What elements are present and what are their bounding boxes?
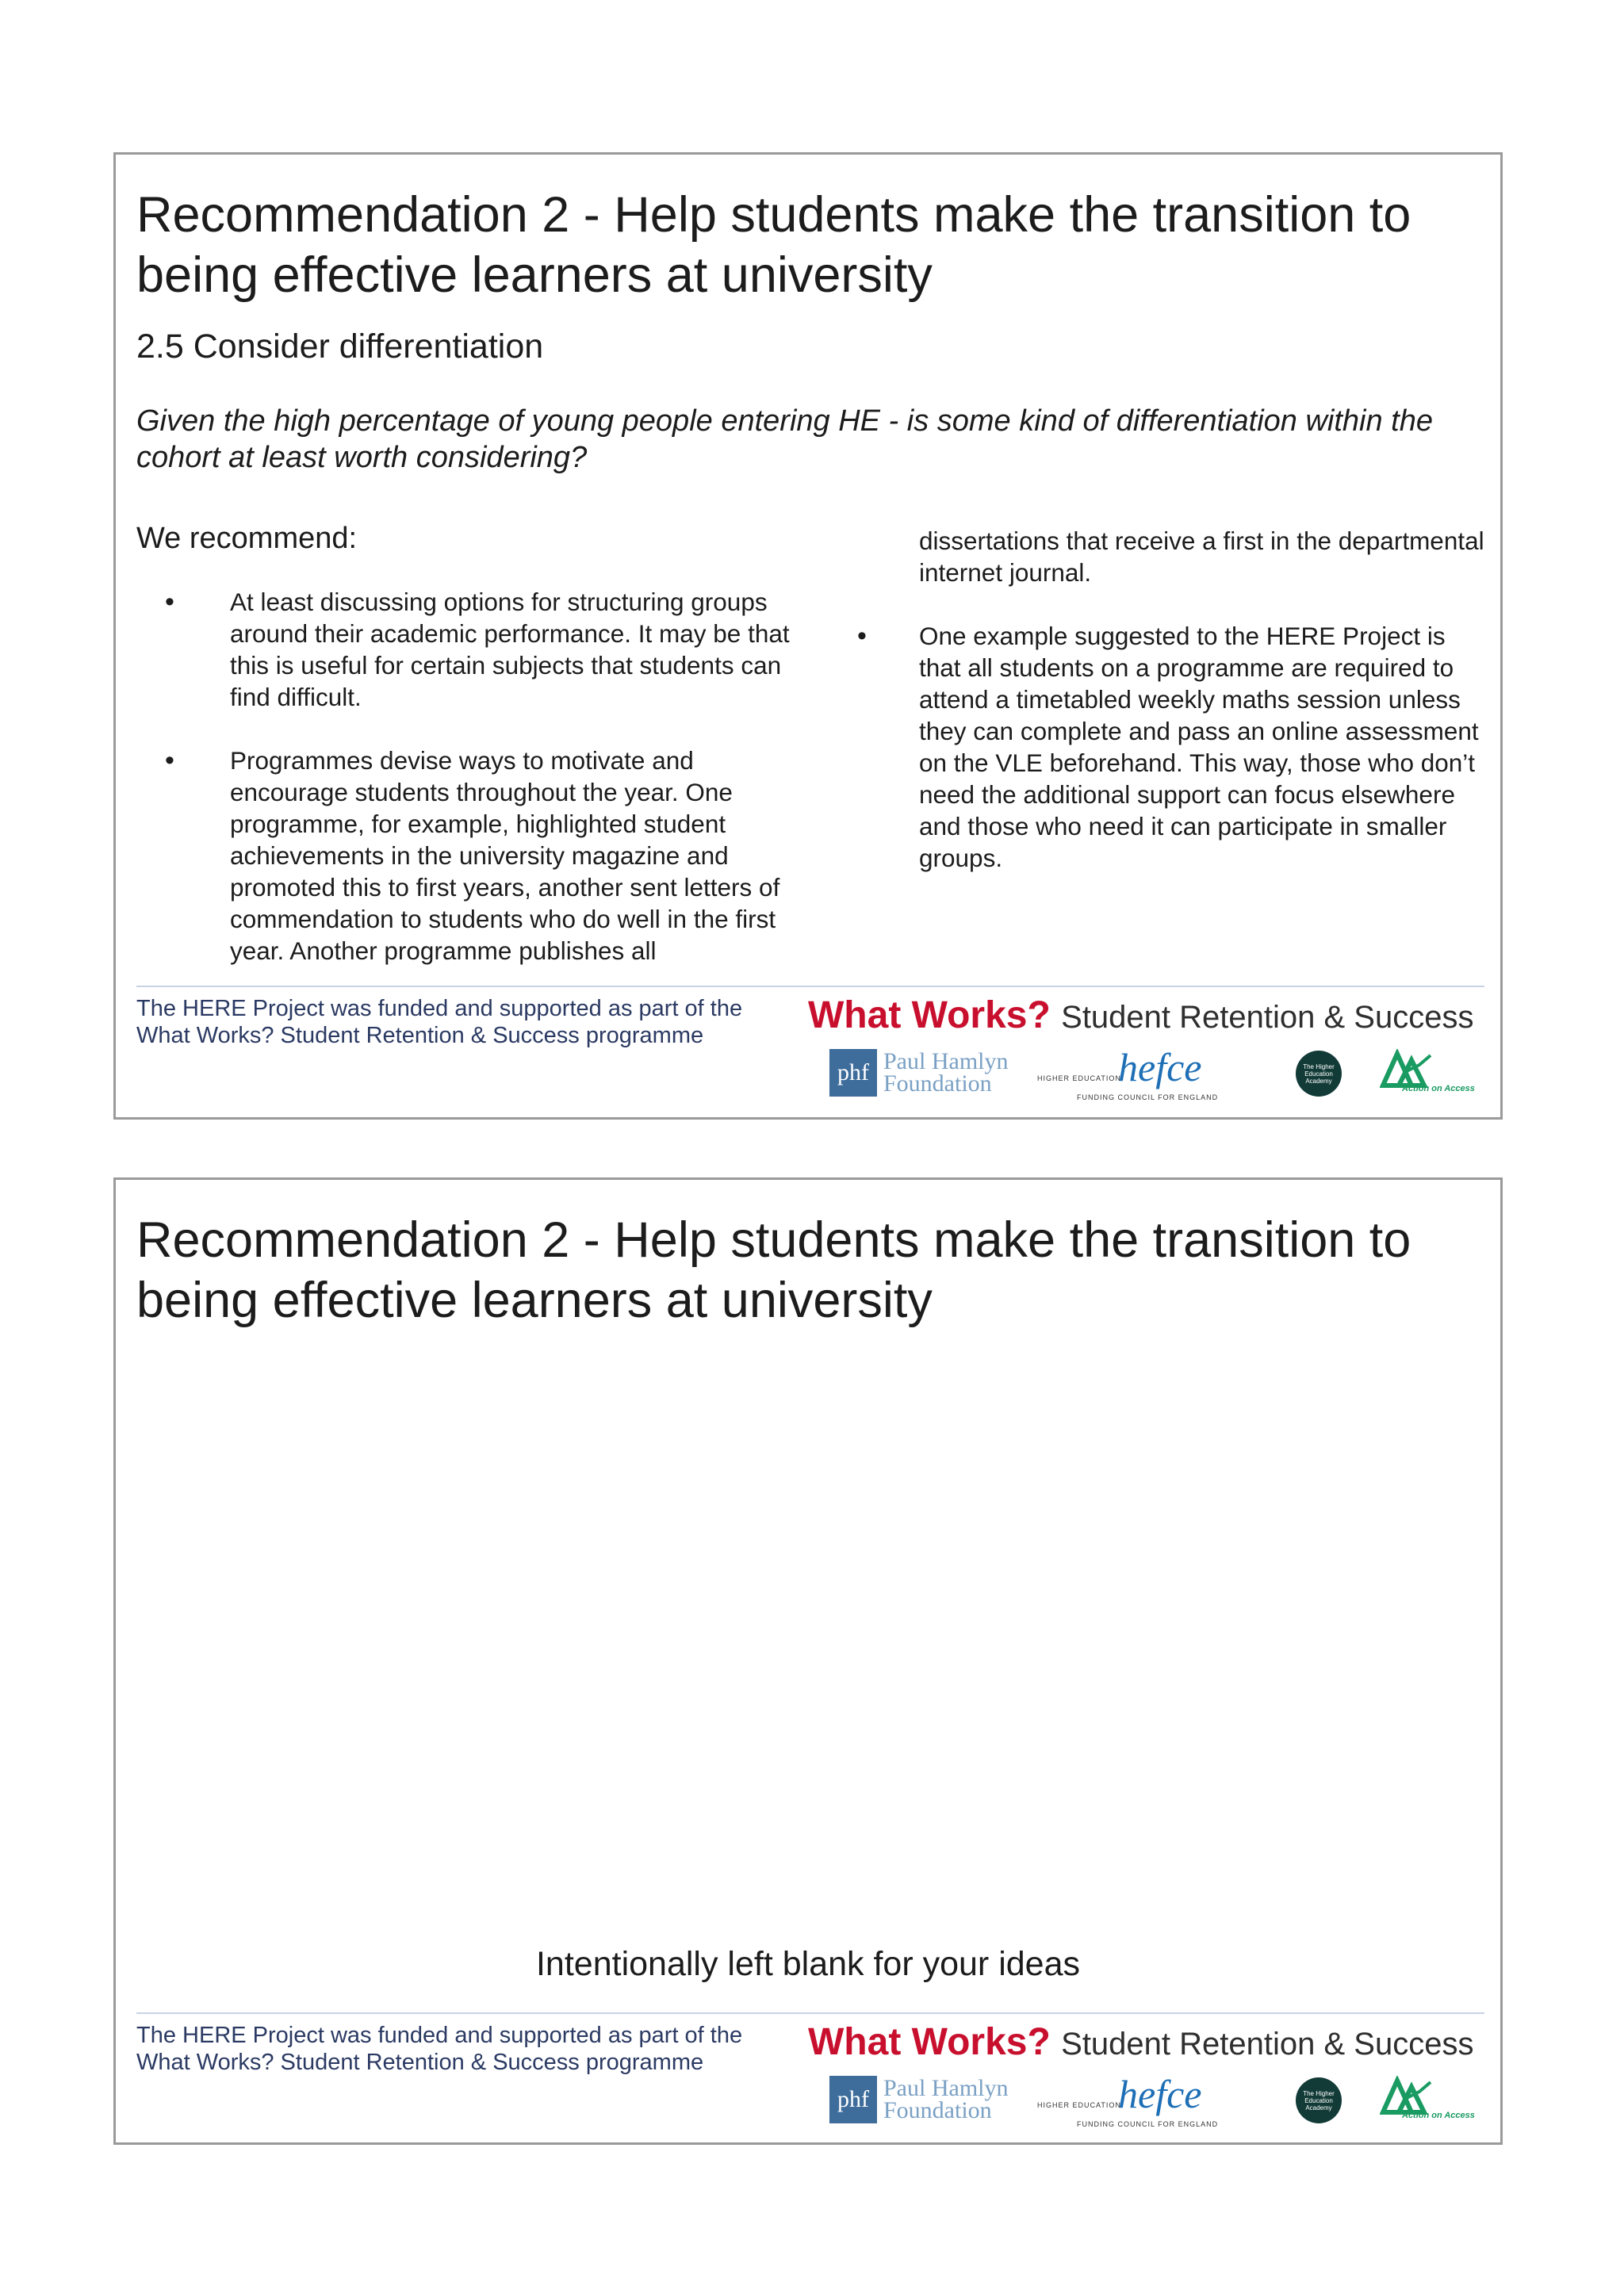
phf-logo [829, 2076, 1009, 2123]
hea-logo: The Higher Education Academy [1296, 2077, 1342, 2123]
bullet-text: At least discussing options for structuring groups around their academic performance. It may be that this is useful for certain subjects that students can find difficult. [230, 588, 790, 711]
what-works-logo [808, 994, 1473, 1037]
blank-note: Intentionally left blank for your ideas [535, 1945, 1080, 1983]
guiding-question: Given the high percentage of young people entering HE - is some kind of differentiation within the cohort at least worth considering? [136, 404, 1434, 474]
what-works-red: What Works? [808, 2021, 1051, 2063]
hea-logo: The Higher Education Academy [1296, 1051, 1342, 1097]
footer-divider [136, 2012, 1484, 2014]
slide-2 [113, 1177, 1503, 2145]
partner-logos [829, 2072, 1488, 2131]
bullet-item [136, 745, 818, 967]
hefce-logo [1037, 2072, 1220, 2131]
hefce-left-text: HIGHER EDUCATION [1037, 2101, 1121, 2109]
bullet-text: Programmes devise ways to motivate and encourage students throughout the year. One programme, for example, highlighted student achievements in the university magazine and promoted this to first years, another sent letters of commendation to students who do well in the first year. Another programme publishes all [230, 746, 780, 965]
phf-logo [829, 1049, 1009, 1097]
bullet-continuation: dissertations that receive a first in the departmental internet journal. [919, 526, 1484, 587]
slide-title: Recommendation 2 - Help students make the transition to being effective learners at university [136, 1212, 1411, 1328]
phf-box: phf [829, 1049, 877, 1097]
what-works-logo [808, 2020, 1473, 2064]
phf-box: phf [829, 2076, 877, 2123]
funding-note: The HERE Project was funded and supported as part of the What Works? Student Retention & Success programme [136, 2023, 743, 2075]
funding-note: The HERE Project was funded and supported as part of the What Works? Student Retention & Success programme [136, 996, 743, 1048]
phf-line1: Paul Hamlyn [883, 1048, 1009, 1074]
bullet-text: One example suggested to the HERE Project is that all students on a programme are required to attend a timetabled weekly maths session unless they can complete and pass an online assessment on the VLE beforehand. This way, those who don’t need the additional support can focus elsewhere and those who need it can participate in smaller groups. [919, 622, 1479, 872]
left-column [136, 522, 818, 998]
phf-line2: Foundation [883, 1070, 992, 1097]
hefce-logo [1037, 1045, 1220, 1105]
action-on-access-logo [1380, 1049, 1483, 1100]
action-on-access-logo [1380, 2076, 1483, 2127]
aoa-mark-icon [1380, 2076, 1435, 2115]
aoa-label: Action on Access [1402, 2111, 1475, 2120]
footer-divider [136, 986, 1484, 987]
slide-subtitle: 2.5 Consider differentiation [136, 327, 544, 366]
phf-line2: Foundation [883, 2097, 992, 2123]
bullet-dot-icon: • [857, 621, 867, 651]
hefce-left-text: HIGHER EDUCATION [1037, 1074, 1121, 1082]
aoa-mark-icon [1380, 1049, 1435, 1089]
bullet-dot-icon: • [165, 745, 174, 775]
hefce-bottom-text: FUNDING COUNCIL FOR ENGLAND [1077, 2120, 1219, 2128]
bullet-item [136, 586, 818, 713]
recommend-lead: We recommend: [136, 522, 358, 555]
what-works-red: What Works? [808, 994, 1051, 1036]
right-column [857, 525, 1490, 905]
bullet-dot-icon: • [165, 587, 174, 617]
partner-logos [829, 1045, 1488, 1105]
hefce-bottom-text: FUNDING COUNCIL FOR ENGLAND [1077, 1093, 1219, 1101]
aoa-label: Action on Access [1402, 1084, 1475, 1093]
phf-line1: Paul Hamlyn [883, 2075, 1009, 2101]
bullet-item [857, 620, 1490, 874]
what-works-tagline: Student Retention & Success [1061, 1000, 1474, 1035]
hefce-wordmark: hefce [1118, 1045, 1202, 1089]
slide-1 [113, 152, 1503, 1120]
slide-title: Recommendation 2 - Help students make the transition to being effective learners at university [136, 187, 1411, 303]
hefce-wordmark: hefce [1118, 2072, 1202, 2116]
what-works-tagline: Student Retention & Success [1061, 2027, 1474, 2062]
